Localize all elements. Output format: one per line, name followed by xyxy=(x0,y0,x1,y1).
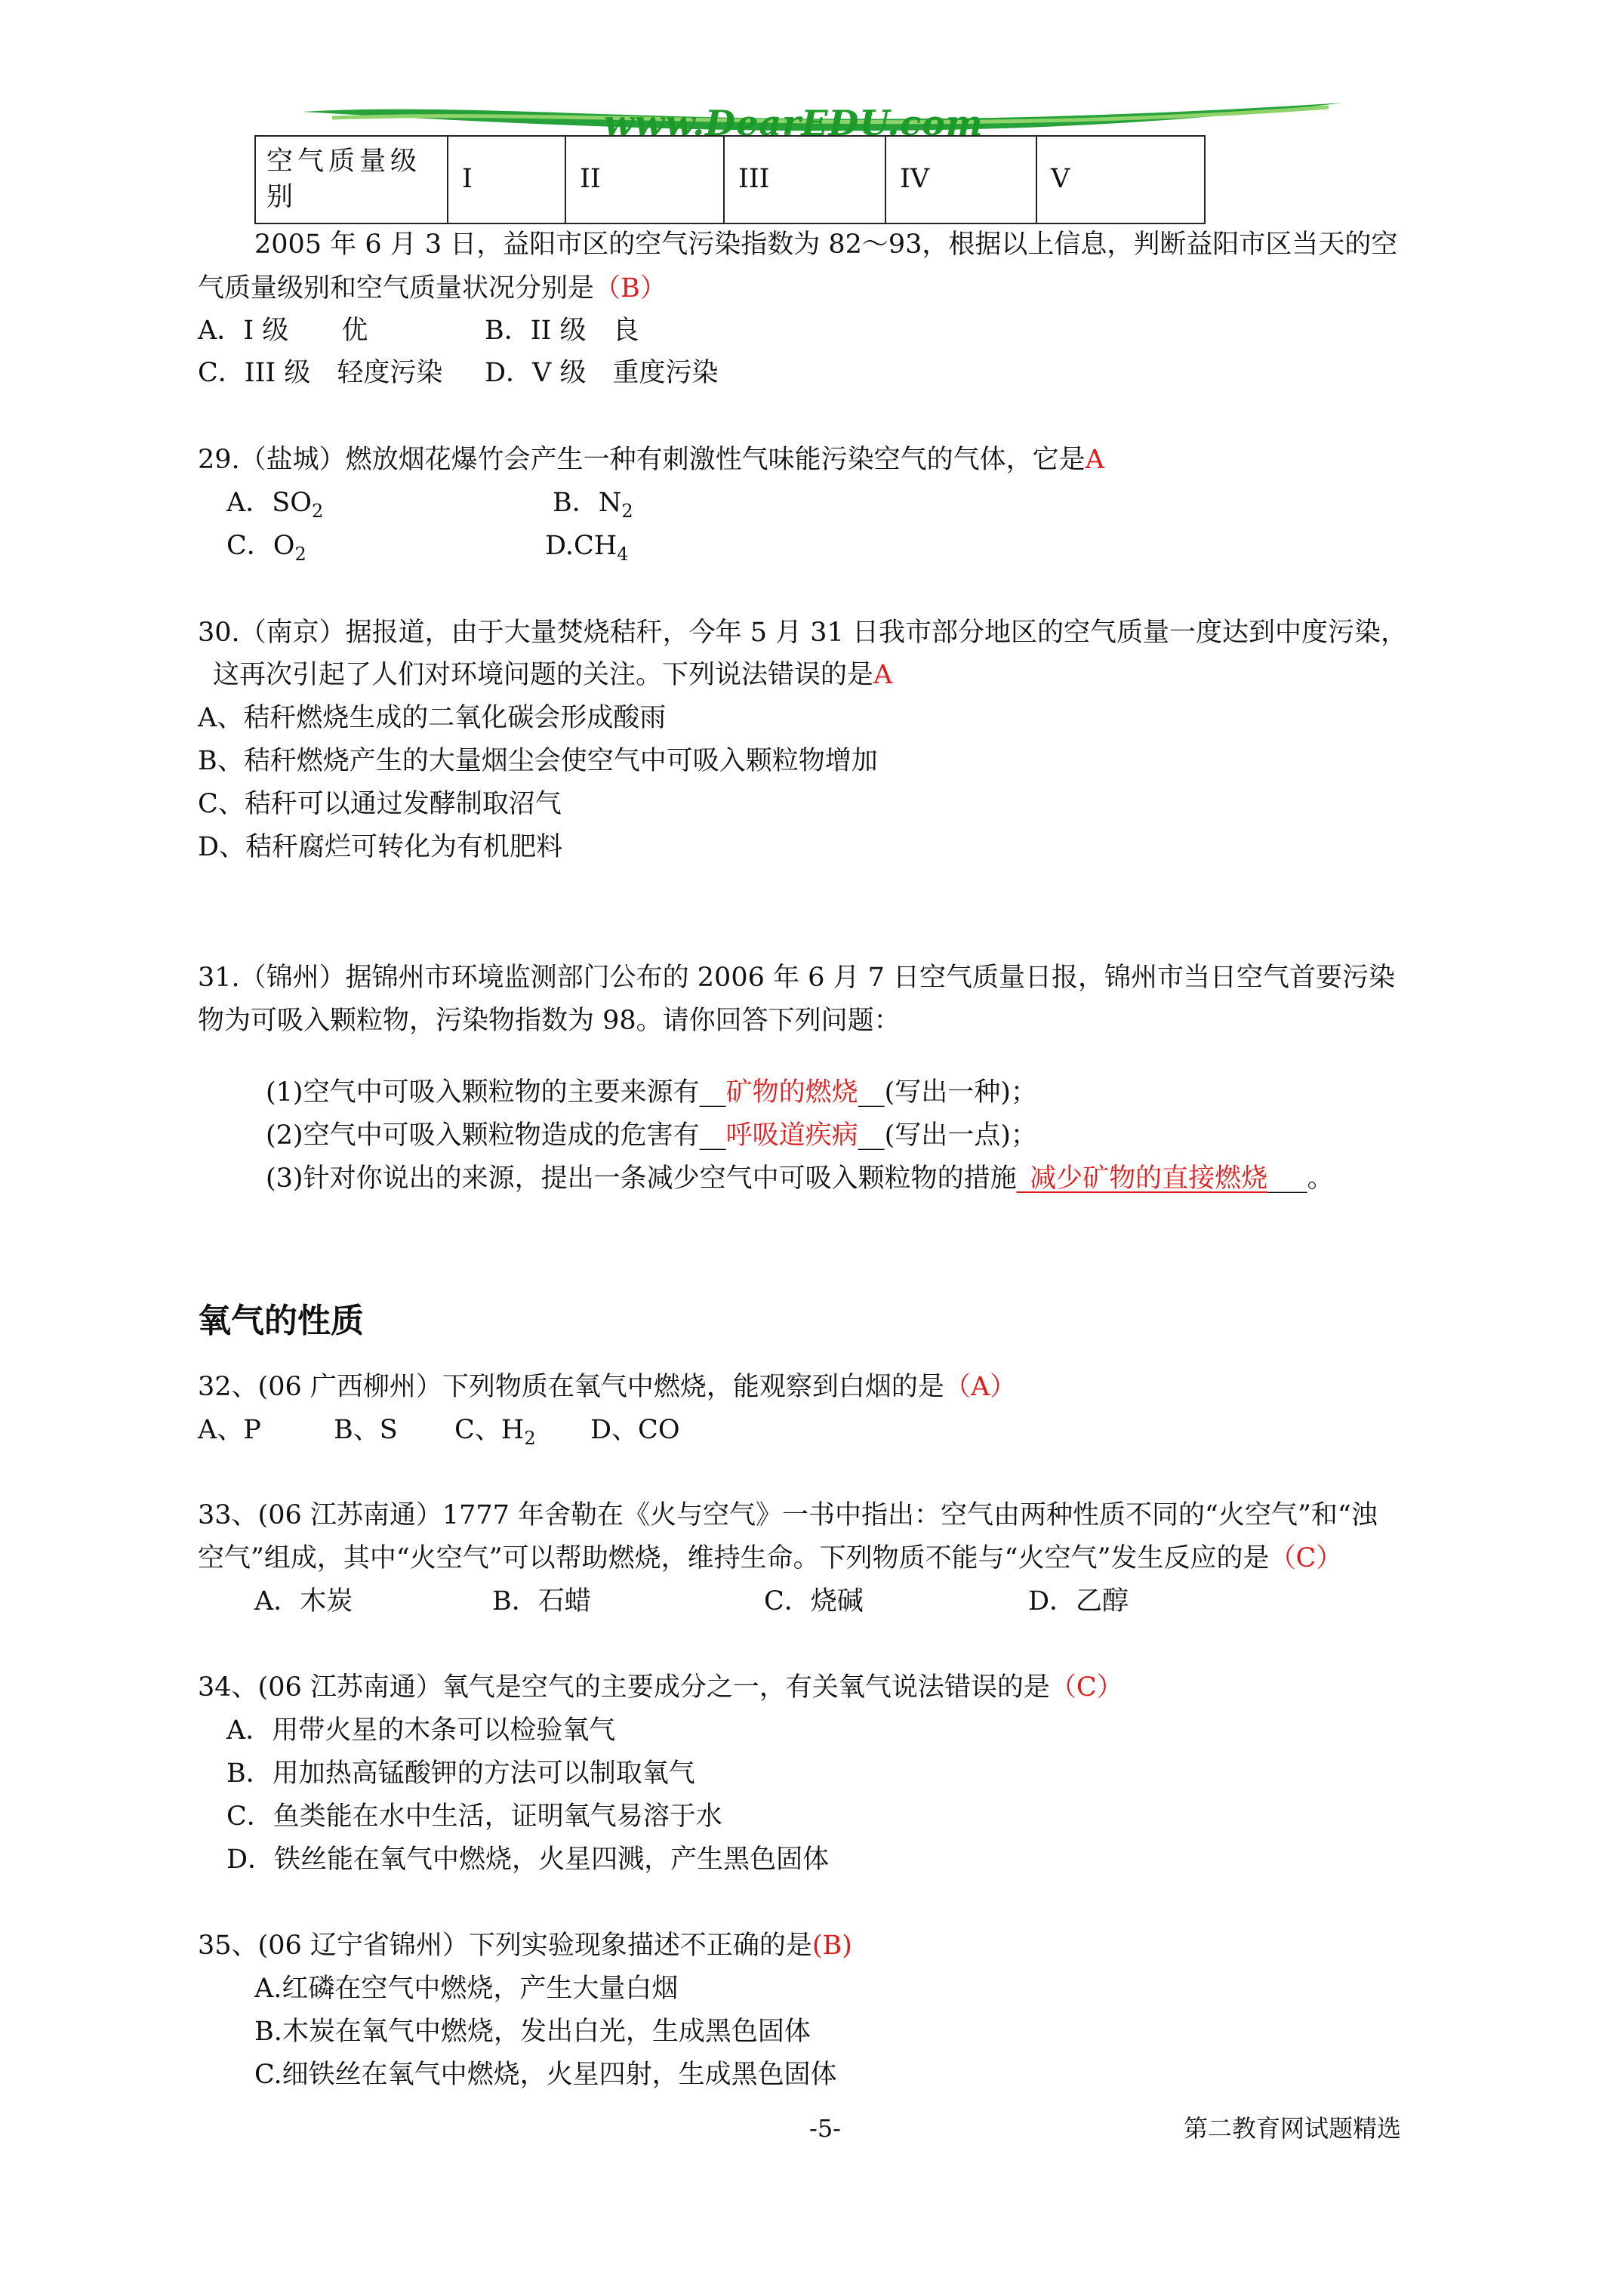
option-d: D、秸秆腐烂可转化为有机肥料 xyxy=(198,832,563,862)
option-c: C．鱼类能在水中生活，证明氧气易溶于水 xyxy=(226,1801,722,1832)
answer: 矿物的燃烧 xyxy=(725,1077,858,1108)
option-d: D．V 级 重度污染 xyxy=(485,358,719,388)
option-b: B、S xyxy=(334,1415,398,1445)
option-d: D．乙醇 xyxy=(1028,1586,1129,1616)
option-a: A、P xyxy=(198,1415,261,1445)
option-a: A．I 级 优 xyxy=(198,316,368,346)
option-c: C．$O_2$ xyxy=(226,531,306,565)
option-b: B．石蜡 xyxy=(492,1586,591,1616)
table-header-cell: 空气质量级别 xyxy=(255,136,448,223)
sub-question-2: (2)空气中可吸入颗粒物造成的危害有__呼吸道疾病__(写出一点)； xyxy=(266,1120,1037,1151)
option-c: C、$H_2$ xyxy=(454,1415,536,1449)
option-c: C．III 级 轻度污染 xyxy=(198,358,443,388)
question-31: 31.（锦州）据锦州市环境监测部门公布的 2006 年 6 月 7 日空气质量日报，锦州市当日空气首要污染 xyxy=(198,963,1396,993)
answer: A xyxy=(873,660,893,690)
option-b: B．用加热高锰酸钾的方法可以制取氧气 xyxy=(226,1758,695,1789)
question-text: 2005 年 6 月 3 日，益阳市区的空气污染指数为 82～93，根据以上信息，判断益阳市区当天的空 xyxy=(254,230,1398,260)
option-b: B．II 级 良 xyxy=(485,316,639,346)
option-c: C．烧碱 xyxy=(764,1586,864,1616)
air-quality-level-table xyxy=(254,135,1206,224)
table-cell: V xyxy=(1036,136,1205,223)
question-32: 32、(06 广西柳州）下列物质在氧气中燃烧，能观察到白烟的是（A） xyxy=(198,1372,1017,1402)
option-d: D．铁丝能在氧气中燃烧，火星四溅，产生黑色固体 xyxy=(226,1845,830,1875)
option-a: A、秸秆燃烧生成的二氧化碳会形成酸雨 xyxy=(198,703,667,733)
option-a: A.红磷在空气中燃烧，产生大量白烟 xyxy=(254,1974,679,2004)
option-a: A．木炭 xyxy=(254,1586,353,1616)
answer: (B) xyxy=(812,1931,852,1961)
option-b: B．$N_2$ xyxy=(553,488,633,522)
question-text: 气质量级别和空气质量状况分别是（B） xyxy=(198,273,667,304)
answer: （C） xyxy=(1049,1672,1123,1703)
table-cell: III xyxy=(724,136,885,223)
option-b: B、秸秆燃烧产生的大量烟尘会使空气中可吸入颗粒物增加 xyxy=(198,746,878,776)
option-a: A．$SO_2$ xyxy=(226,488,324,522)
question-31-line2: 物为可吸入颗粒物，污染物指数为 98。请你回答下列问题： xyxy=(198,1006,901,1036)
sub-question-1: (1)空气中可吸入颗粒物的主要来源有__矿物的燃烧__(写出一种)； xyxy=(266,1077,1037,1108)
question-30-line2: 这再次引起了人们对环境问题的关注。下列说法错误的是A xyxy=(213,660,893,690)
question-33: 33、(06 江苏南通）1777 年舍勒在《火与空气》一书中指出：空气由两种性质不同的“火空气”和“浊 xyxy=(198,1500,1378,1530)
page-number: -5- xyxy=(809,2114,841,2143)
option-c: C、秸秆可以通过发酵制取沼气 xyxy=(198,789,562,819)
option-c: C.细铁丝在氧气中燃烧，火星四射，生成黑色固体 xyxy=(254,2060,837,2090)
answer: （A） xyxy=(944,1372,1017,1402)
answer: A xyxy=(1085,445,1104,475)
answer: （C） xyxy=(1269,1543,1343,1573)
sub-question-3: (3)针对你说出的来源，提出一条减少空气中可吸入颗粒物的措施_减少矿物的直接燃烧___。 xyxy=(266,1163,1334,1194)
table-cell: IV xyxy=(885,136,1036,223)
option-d: D、CO xyxy=(590,1415,680,1445)
site-url: www.DearEDU.com xyxy=(604,103,984,143)
table-cell: II xyxy=(565,136,724,223)
question-35: 35、(06 辽宁省锦州）下列实验现象描述不正确的是(B) xyxy=(198,1931,852,1961)
option-d: $D.CH_4$ xyxy=(545,531,629,565)
question-34: 34、(06 江苏南通）氧气是空气的主要成分之一，有关氧气说法错误的是（C） xyxy=(198,1672,1123,1703)
option-a: A．用带火星的木条可以检验氧气 xyxy=(226,1715,616,1746)
table-row xyxy=(255,136,1205,223)
section-title: 氧气的性质 xyxy=(198,1302,364,1340)
answer: （B） xyxy=(594,273,667,304)
footer-source: 第二教育网试题精选 xyxy=(1184,2114,1402,2143)
question-29: 29.（盐城）燃放烟花爆竹会产生一种有刺激性气味能污染空气的气体，它是A xyxy=(198,445,1104,475)
answer: 呼吸道疾病 xyxy=(725,1120,858,1151)
table-cell: I xyxy=(448,136,565,223)
question-33-line2: 空气”组成，其中“火空气”可以帮助燃烧，维持生命。下列物质不能与“火空气”发生反应的是（C） xyxy=(198,1543,1343,1573)
answer: _减少矿物的直接燃烧 xyxy=(1016,1163,1268,1194)
option-b: B.木炭在氧气中燃烧，发出白光，生成黑色固体 xyxy=(254,2017,811,2047)
question-30: 30.（南京）据报道，由于大量焚烧秸秆，今年 5 月 31 日我市部分地区的空气质量一度达到中度污染， xyxy=(198,618,1407,648)
